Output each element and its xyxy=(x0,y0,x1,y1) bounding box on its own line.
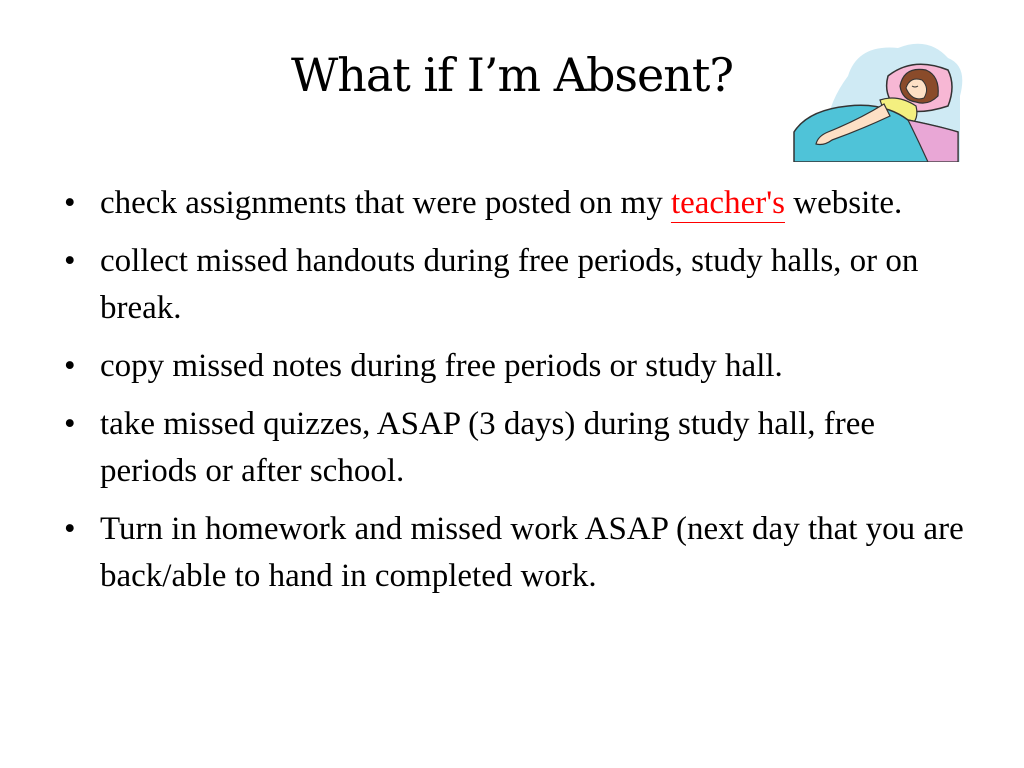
bullet-item xyxy=(64,401,964,495)
sleeping-girl-in-bed-icon xyxy=(788,36,964,162)
bullet-list xyxy=(64,180,964,611)
bullet-item xyxy=(64,180,964,227)
bullet-text: check assignments that were posted on my xyxy=(100,185,671,221)
bullet-text: Turn in homework and missed work ASAP (next day that you are back/able to hand in completed work. xyxy=(100,511,964,594)
bullet-marker: • xyxy=(64,406,76,442)
bullet-item xyxy=(64,238,964,332)
bullet-marker: • xyxy=(64,243,76,279)
teachers-website-link[interactable]: teacher's xyxy=(670,185,785,221)
bullet-item xyxy=(64,506,964,600)
bullet-marker: • xyxy=(64,348,76,384)
bullet-item xyxy=(64,343,964,390)
bullet-marker: • xyxy=(64,185,76,221)
bullet-text: copy missed notes during free periods or study hall. xyxy=(100,348,783,384)
bullet-text: website. xyxy=(785,185,903,221)
bullet-marker: • xyxy=(64,511,76,547)
bullet-text: collect missed handouts during free periods, study halls, or on break. xyxy=(100,243,919,326)
bullet-text: take missed quizzes, ASAP (3 days) during study hall, free periods or after school. xyxy=(100,406,876,489)
slide-title: What if I’m Absent? xyxy=(290,48,734,102)
